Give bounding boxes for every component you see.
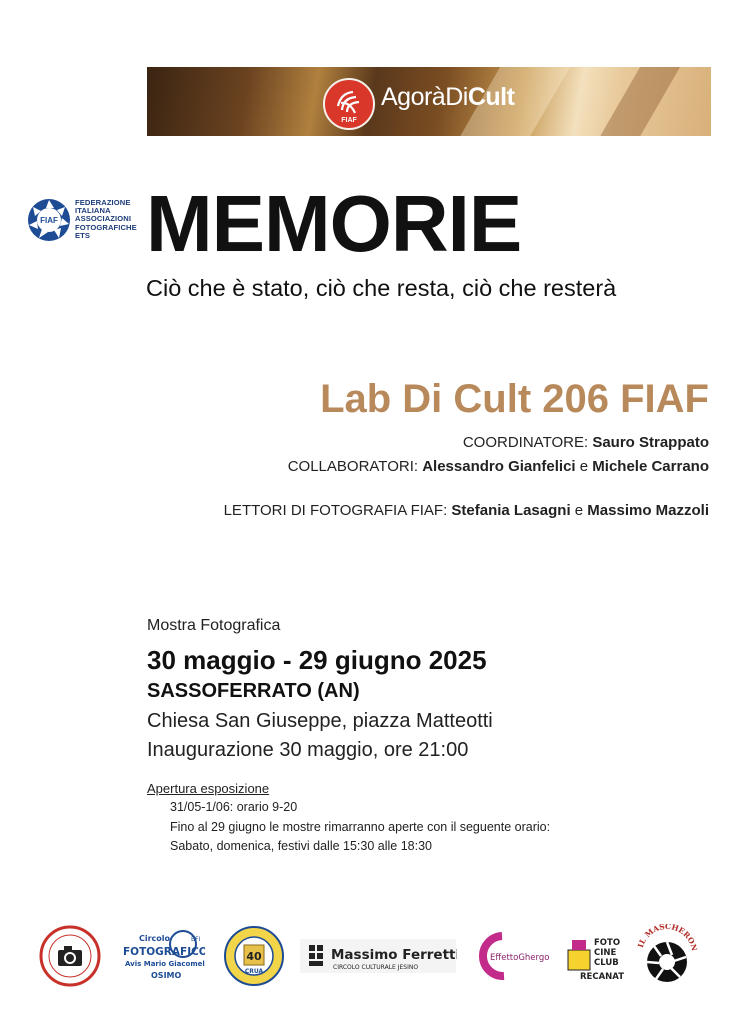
sponsor-text: Avis Mario Giacomelli: [125, 960, 205, 968]
sponsor-text: CINE: [594, 948, 617, 958]
sponsor-text: EffettoGhergo: [490, 953, 550, 963]
page-title: MEMORIE: [146, 179, 522, 268]
fiaf-banner-logo-icon: [323, 78, 375, 130]
sponsor-logo-crua-icon: [223, 925, 285, 987]
sponsor-logo-fotocineclub-recanati: [566, 932, 624, 986]
sponsor-text: FOTOGRAFICO: [123, 946, 205, 958]
fiaf-logo-text: FIAF: [40, 216, 58, 225]
page-subtitle: Ciò che è stato, ciò che resta, ciò che resterà: [146, 275, 617, 301]
fiaf-badge-text: FIAF: [341, 117, 357, 124]
agora-di-cult-banner: [147, 67, 711, 136]
fiaf-logo-icon: [27, 198, 71, 242]
sponsor-logo-massimo-ferretti: [299, 938, 457, 974]
collaborators-line: COLLABORATORI: Alessandro Gianfelici e Michele Carrano: [287, 458, 709, 475]
coordinator-line: COORDINATORE: Sauro Strappato: [462, 434, 709, 451]
sponsor-logo-il-mascherone-icon: [634, 924, 700, 988]
sponsor-text: CRUA: [244, 968, 264, 975]
schedule-line: Fino al 29 giugno le mostre rimarranno aperte con il seguente orario:: [170, 820, 551, 834]
lab-title: Lab Di Cult 206 FIAF: [320, 377, 709, 421]
readers-line: LETTORI DI FOTOGRAFIA FIAF: Stefania Lasagni e Massimo Mazzoli: [223, 502, 709, 519]
event-kind: Mostra Fotografica: [147, 617, 281, 634]
fiaf-name: FEDERAZIONE ITALIANA ASSOCIAZIONI FOTOGRAFICHE ETS: [75, 198, 137, 240]
event-dates: 30 maggio - 29 giugno 2025: [147, 645, 487, 675]
schedule-line: 31/05-1/06: orario 9-20: [170, 800, 298, 814]
sponsor-logo-avis-icon: [39, 925, 101, 987]
sponsor-text: CIRCOLO CULTURALE JESINO: [333, 964, 419, 971]
sponsor-text: FOTO: [594, 938, 621, 948]
sponsor-text: Massimo Ferretti: [331, 947, 457, 963]
event-place: Chiesa San Giuseppe, piazza Matteotti: [147, 710, 493, 732]
event-opening: Inaugurazione 30 maggio, ore 21:00: [147, 739, 469, 761]
sponsor-text: RECANATI: [580, 972, 624, 982]
schedule-line: Sabato, domenica, festivi dalle 15:30 alle 18:30: [170, 839, 432, 853]
sponsor-logo-effettoghergo: [474, 932, 550, 980]
sponsor-text: BFI: [191, 936, 201, 943]
sponsor-text: Circolo: [139, 934, 171, 943]
sponsor-text: CLUB: [594, 958, 619, 968]
sponsor-text: IL MASCHERON: [635, 924, 699, 952]
sponsor-logo-circolo-osimo: [121, 928, 205, 984]
banner-brand: AgoràDiCult: [381, 83, 515, 111]
sponsor-text: 40: [246, 950, 262, 963]
sponsor-text: OSIMO: [151, 971, 182, 980]
event-city: SASSOFERRATO (AN): [147, 680, 360, 702]
schedule-heading: Apertura esposizione: [147, 781, 270, 796]
